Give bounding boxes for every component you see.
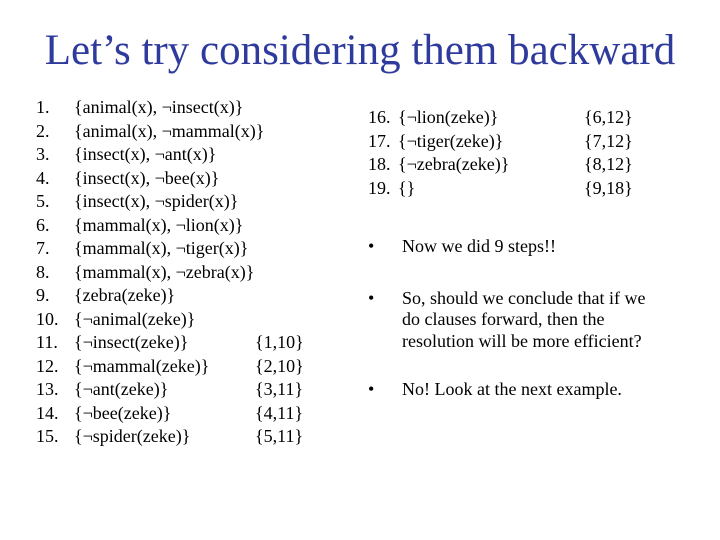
clause-source: {8,12} [584,154,633,174]
bullet-marker: • [368,287,375,308]
clause-number: 8. [36,261,50,282]
clause-number: 12. [36,355,59,376]
bullet-item [368,288,668,353]
slide-title: Let’s try considering them backward [44,27,676,74]
clause-text: {¬ant(zeke)} [74,379,169,399]
clause-text: {¬bee(zeke)} [74,402,172,423]
clause-number: 14. [36,402,59,423]
bullet-text: So, should we conclude that if we do clauses forward, then the resolution will be more efficient? [402,287,646,351]
clause-number: 3. [36,144,50,164]
clause-number: 17. [368,130,391,151]
bullet-text: Now we did 9 steps!! [402,236,556,256]
bullet-text: No! Look at the next example. [402,379,622,399]
clause-number: 18. [368,154,391,174]
clause-text: {mammal(x), ¬tiger(x)} [74,238,249,258]
clause-text: {insect(x), ¬spider(x)} [74,191,239,211]
clause-text: {¬lion(zeke)} [398,107,499,127]
clause-number: 10. [36,308,59,329]
bullet-marker: • [368,236,375,256]
clause-text: {¬tiger(zeke)} [398,130,504,151]
clause-number: 5. [36,191,50,211]
clause-source: {4,11} [255,402,304,423]
clause-number: 19. [368,177,391,198]
clause-text: {mammal(x), ¬lion(x)} [74,214,244,235]
clause-text: {insect(x), ¬ant(x)} [74,144,217,164]
clause-source: {6,12} [584,107,633,127]
clause-text: {zebra(zeke)} [74,285,176,305]
clause-source: {2,10} [255,355,304,376]
clause-text: {¬animal(zeke)} [74,308,196,329]
clause-number: 13. [36,379,59,399]
clause-number: 7. [36,238,50,258]
bullet-item [368,379,668,401]
bullet-item [368,236,668,258]
clause-text: {¬spider(zeke)} [74,426,191,446]
clause-number: 15. [36,426,59,446]
clause-number: 6. [36,214,50,235]
clause-source: {1,10} [255,332,304,352]
clause-text: {} [398,177,416,198]
clause-text: {animal(x), ¬insect(x)} [74,97,244,117]
clause-text: {animal(x), ¬mammal(x)} [74,120,265,141]
clause-text: {mammal(x), ¬zebra(x)} [74,261,255,282]
clause-number: 11. [36,332,58,352]
clause-number: 9. [36,285,50,305]
clause-text: {¬mammal(zeke)} [74,355,210,376]
clause-number: 4. [36,167,50,188]
clause-text: {¬insect(zeke)} [74,332,189,352]
clause-number: 1. [36,97,50,117]
clause-number: 2. [36,120,50,141]
clause-text: {¬zebra(zeke)} [398,154,510,174]
bullet-marker: • [368,379,375,399]
clause-text: {insect(x), ¬bee(x)} [74,167,220,188]
clause-number: 16. [368,107,391,127]
bullet-list [368,236,668,401]
clause-source: {7,12} [584,130,633,151]
clause-source: {5,11} [255,426,304,446]
clause-source: {3,11} [255,379,304,399]
clause-source: {9,18} [584,177,633,198]
